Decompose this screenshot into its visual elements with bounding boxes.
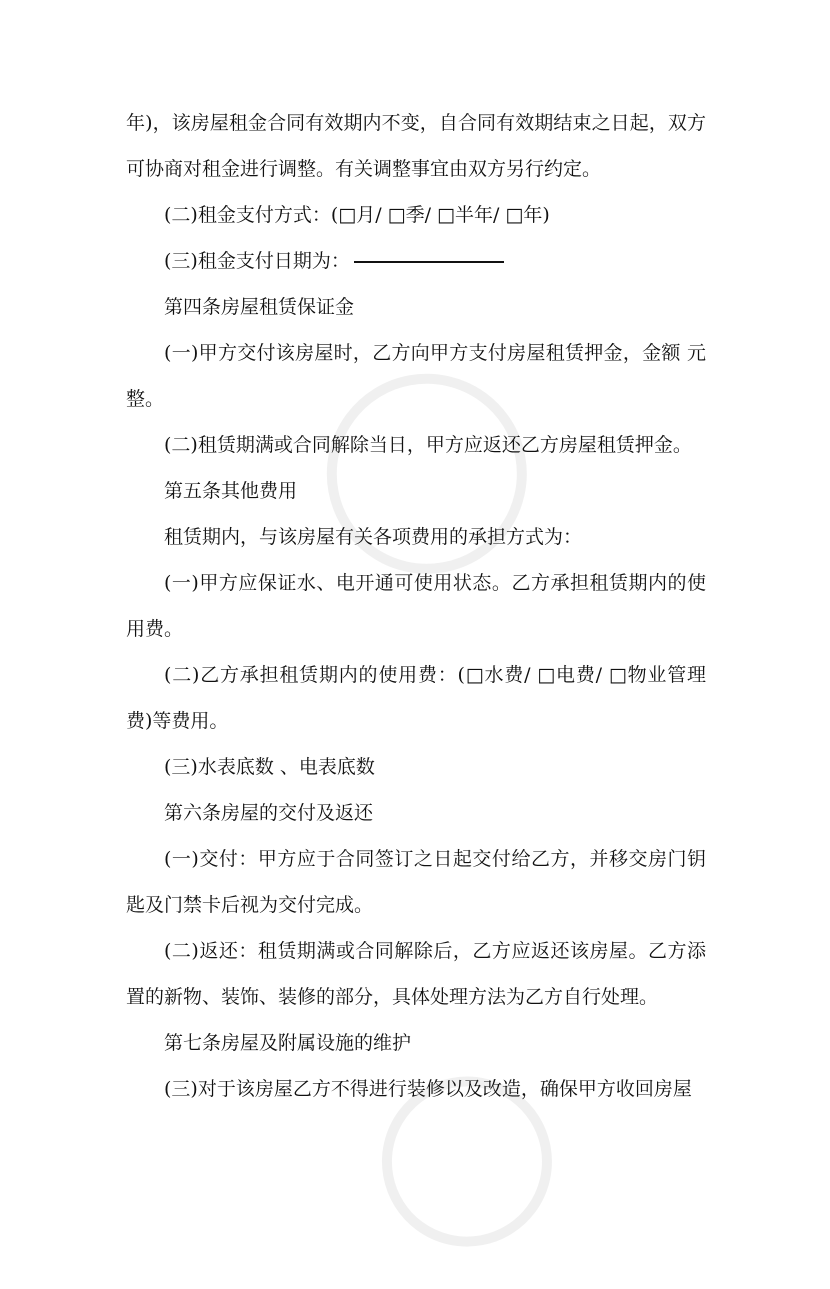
paragraph-utilities: (一)甲方应保证水、电开通可使用状态。乙方承担租赁期内的使用费。 <box>126 572 706 640</box>
paragraph-deposit-payment: (一)甲方交付该房屋时，乙方向甲方支付房屋租赁押金，金额 元整。 <box>126 342 706 410</box>
paragraph-usage-fees: (二)乙方承担租赁期内的使用费：(□水费/ □电费/ □物业管理费)等费用。 <box>126 664 706 732</box>
paragraph-payment-date <box>126 238 706 284</box>
heading-article-5: 第五条其他费用 <box>164 480 298 502</box>
heading-article-6: 第六条房屋的交付及返还 <box>164 802 374 824</box>
paragraph-fees-intro: 租赁期内，与该房屋有关各项费用的承担方式为： <box>164 526 583 548</box>
paragraph-return: (二)返还：租赁期满或合同解除后，乙方应返还该房屋。乙方添置的新物、装饰、装修的部分，具体处理方法为乙方自行处理。 <box>126 940 706 1008</box>
paragraph-rent-adjustment: 年)，该房屋租金合同有效期内不变，自合同有效期结束之日起，双方可协商对租金进行调整。有关调整事宜由双方另行约定。 <box>126 112 706 180</box>
payment-date-label: (三)租金支付日期为： <box>164 250 350 272</box>
paragraph-no-renovation: (三)对于该房屋乙方不得进行装修以及改造，确保甲方收回房屋 <box>164 1078 692 1100</box>
paragraph-meter-readings: (三)水表底数 、电表底数 <box>164 756 375 778</box>
heading-article-7: 第七条房屋及附属设施的维护 <box>164 1032 412 1054</box>
paragraph-payment-method: (二)租金支付方式：(□月/ □季/ □半年/ □年) <box>164 204 550 226</box>
paragraph-delivery: (一)交付：甲方应于合同签订之日起交付给乙方，并移交房门钥匙及门禁卡后视为交付完成。 <box>126 848 706 916</box>
paragraph-deposit-return: (二)租赁期满或合同解除当日，甲方应返还乙方房屋租赁押金。 <box>164 434 692 456</box>
document-page <box>126 100 706 1112</box>
payment-date-blank-line <box>354 261 504 263</box>
heading-article-4: 第四条房屋租赁保证金 <box>164 296 355 318</box>
